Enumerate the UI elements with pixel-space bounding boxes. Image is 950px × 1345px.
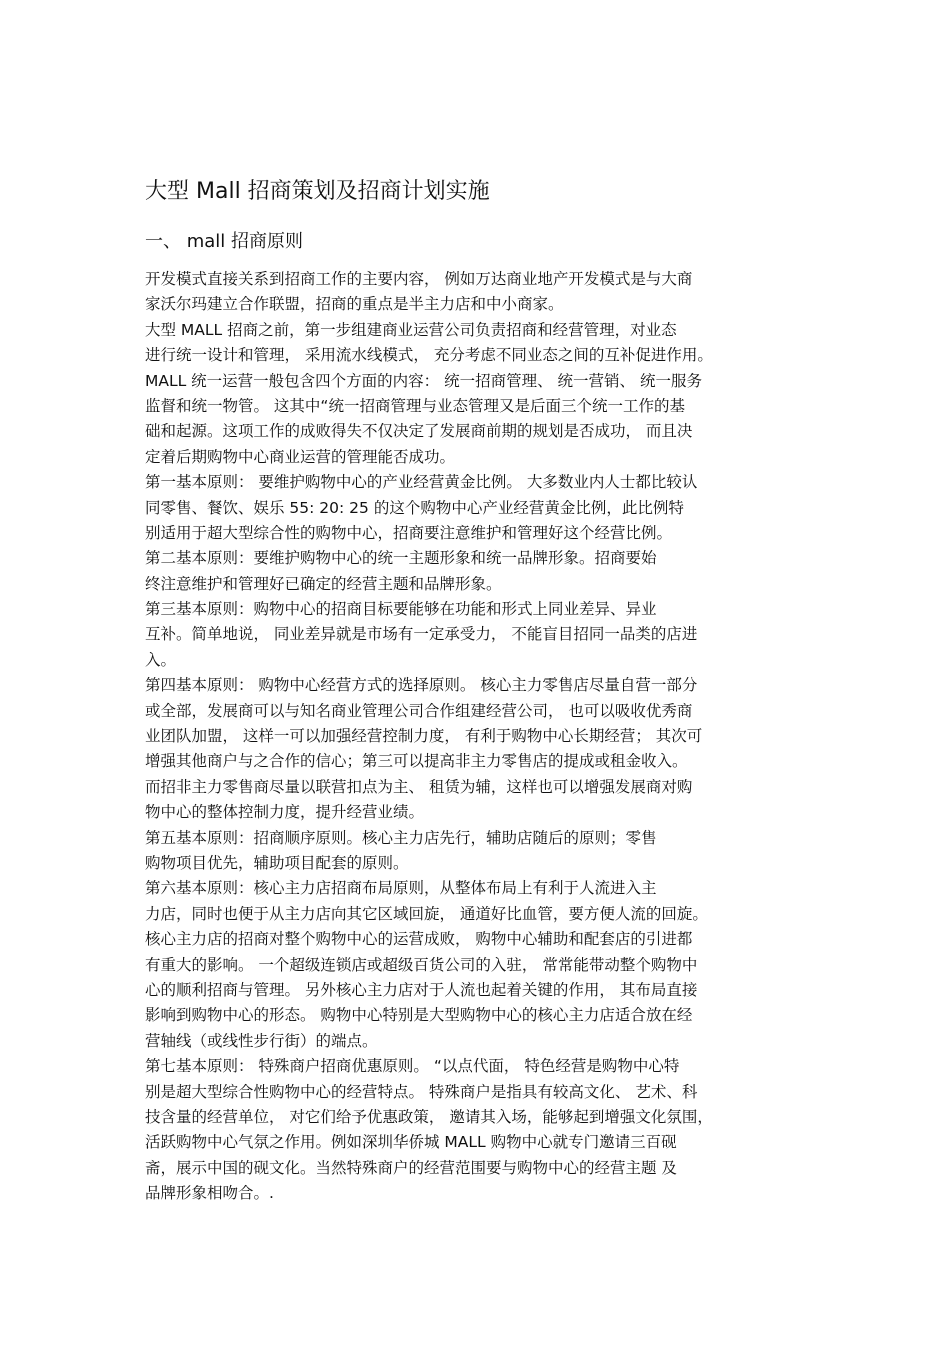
text-line: 活跃购物中心气氛之作用。例如深圳华侨城 MALL 购物中心就专门邀请三百砚: [145, 1133, 677, 1152]
text-line: 力店，同时也便于从主力店向其它区域回旋， 通道好比血管，要方便人流的回旋。: [145, 904, 708, 923]
text-line: 进行统一设计和管理， 采用流水线模式， 充分考虑不同业态之间的互补促进作用。: [145, 346, 713, 365]
text-line: 第七基本原则： 特殊商户招商优惠原则。 “以点代面， 特色经营是购物中心特: [145, 1057, 680, 1076]
text-line: 第四基本原则： 购物中心经营方式的选择原则。 核心主力零售店尽量自营一部分: [145, 676, 698, 695]
text-line: 增强其他商户与之合作的信心；第三可以提高非主力零售店的提成或租金收入。: [145, 752, 688, 771]
text-line: 开发模式直接关系到招商工作的主要内容， 例如万达商业地产开发模式是与大商: [145, 270, 693, 288]
text-line: 业团队加盟， 这样一可以加强经营控制力度， 有利于购物中心长期经营； 其次可: [145, 727, 703, 746]
text-line: 影响到购物中心的形态。 购物中心特别是大型购物中心的核心主力店适合放在经: [145, 1006, 693, 1025]
text-line: 别适用于超大型综合性的购物中心，招商要注意维护和管理好这个经营比例。: [145, 523, 673, 542]
text-line: MALL 统一运营一般包含四个方面的内容： 统一招商管理、 统一营销、 统一服务: [145, 371, 702, 390]
text-line: 终注意维护和管理好已确定的经营主题和品牌形象。: [145, 574, 502, 593]
text-line: 家沃尔玛建立合作联盟，招商的重点是半主力店和中小商家。: [145, 295, 564, 314]
text-line: 而招非主力零售商尽量以联营扣点为主、 租赁为辅，这样也可以增强发展商对购: [145, 777, 693, 796]
text-line: 监督和统一物管。 这其中“统一招商管理与业态管理又是后面三个统一工作的基: [145, 396, 685, 415]
text-line: 大型 MALL 招商之前，第一步组建商业运营公司负责招商和经营管理，对业态: [145, 320, 677, 339]
text-line: 第一基本原则： 要维护购物中心的产业经营黄金比例。 大多数业内人士都比较认: [145, 473, 698, 492]
text-line: 定着后期购物中心商业运营的管理能否成功。: [145, 447, 456, 466]
text-line: 第六基本原则：核心主力店招商布局原则，从整体布局上有利于人流进入主: [145, 879, 657, 898]
text-line: 斋，展示中国的砚文化。当然特殊商户的经营范围要与购物中心的经营主题 及: [145, 1158, 677, 1177]
text-line: 或全部，发展商可以与知名商业管理公司合作组建经营公司， 也可以吸收优秀商: [145, 701, 693, 720]
text-line: 互补。简单地说， 同业差异就是市场有一定承受力， 不能盲目招同一品类的店进: [145, 625, 698, 644]
text-line: 心的顺利招商与管理。 另外核心主力店对于人流也起着关键的作用， 其布局直接: [145, 980, 698, 999]
text-line: 技含量的经营单位， 对它们给予优惠政策， 邀请其入场，能够起到增强文化氛围，: [145, 1107, 713, 1126]
text-line: 同零售、餐饮、娱乐 55: 20: 25 的这个购物中心产业经营黄金比例，此比例特: [145, 498, 684, 517]
text-line: 入。: [145, 650, 177, 669]
text-line: 有重大的影响。 一个超级连锁店或超级百货公司的入驻， 常常能带动整个购物中: [145, 955, 698, 974]
text-line: 品牌形象相吻合。.: [145, 1184, 274, 1203]
text-line: 营轴线（或线性步行街）的端点。: [145, 1031, 378, 1050]
text-line: 购物项目优先，辅助项目配套的原则。: [145, 853, 409, 872]
text-line: 核心主力店的招商对整个购物中心的运营成败， 购物中心辅助和配套店的引进都: [145, 930, 693, 949]
text-line: 第五基本原则：招商顺序原则。核心主力店先行，辅助店随后的原则；零售: [145, 828, 657, 847]
text-line: 物中心的整体控制力度，提升经营业绩。: [145, 803, 425, 822]
document-title: 大型 Mall 招商策划及招商计划实施: [145, 179, 490, 204]
document-body: [145, 267, 825, 1206]
text-line: 别是超大型综合性购物中心的经营特点。 特殊商户是指具有较高文化、 艺术、科: [145, 1082, 698, 1101]
section-heading: 一、 mall 招商原则: [145, 231, 304, 252]
text-line: 第二基本原则：要维护购物中心的统一主题形象和统一品牌形象。招商要始: [145, 549, 657, 568]
text-line: 础和起源。这项工作的成败得失不仅决定了发展商前期的规划是否成功， 而且决: [145, 422, 693, 441]
text-line: 第三基本原则：购物中心的招商目标要能够在功能和形式上同业差异、异业: [145, 600, 657, 619]
